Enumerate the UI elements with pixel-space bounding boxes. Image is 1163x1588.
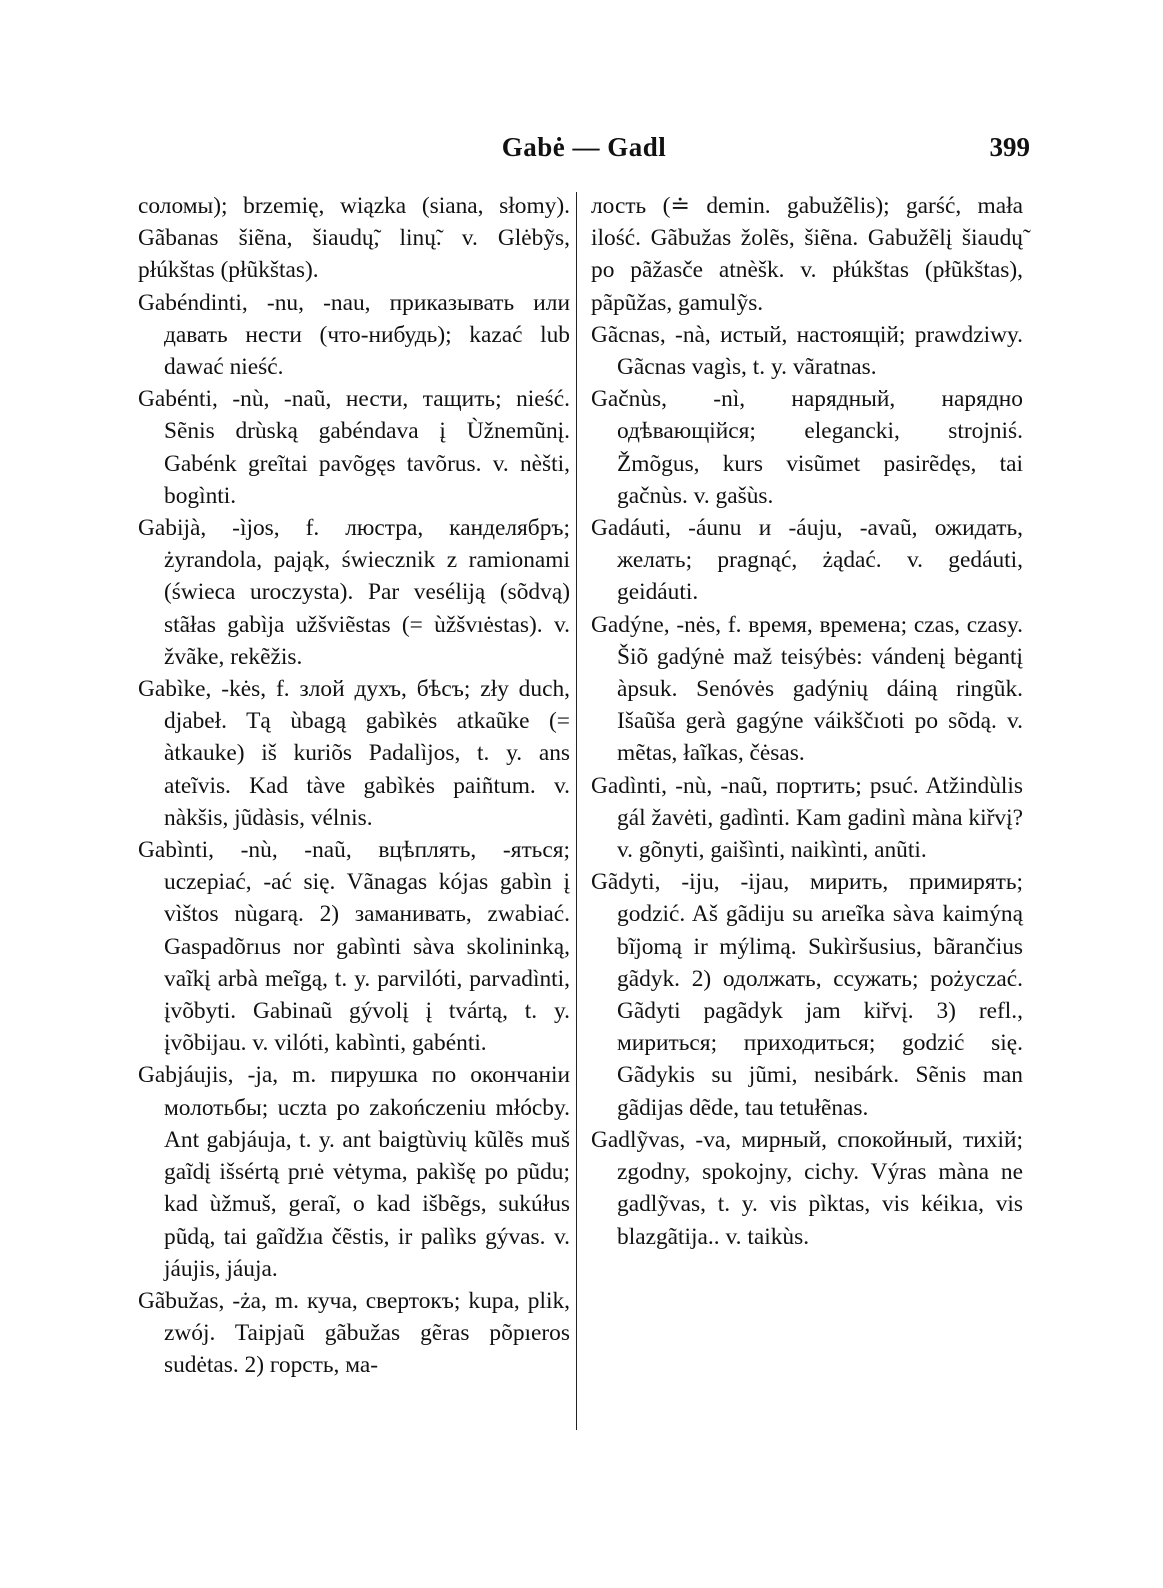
entry-gabendinti: Gabéndinti, -nu, -nau, приказывать или давать нести (что-нибудь); kazać lub dawać nieść. xyxy=(138,289,570,381)
left-column xyxy=(138,190,570,1382)
entry-gadauti: Gadáuti, -áunu и -áuju, -avaũ, ожидать, желать; pragnąć, żądać. v. gedáuti, geidáuti. xyxy=(591,515,1023,606)
entry-gadyti: Gãdyti, -iju, -ijau, мирить, примирять; godzić. Aš gãdiju su arıeĩka sàva kaimýną bĩjomą ir mýlimą. Sukìršusius, bãrančius gãdyk. 2) одолжать, ссужать; pożyczać. Gãdyti pagãdyk jam kiřvį. 3) refl., мириться; приходиться; godzić się. Gãdykis su jũmi, nesibárk. Sẽnis man gãdijas dẽde, tau tetułẽnas. xyxy=(591,869,1023,1121)
entry-continuation: лость (≐ demin. gabužẽlis); garść, mała ilość. Gãbužas žolẽs, šiẽna. Gabužẽlį šiaudų̃ po pãžasče atnèšk. v. płúkštas (płũkštas), pãpũžas, gamulỹs. xyxy=(591,193,1023,316)
entry-gabinti: Gabìnti, -nù, -naũ, вцѣплять, -яться; uczepiać, -ać się. Vãnagas kójas gabìn į vìštos nùgarą. 2) заманивать, zwabiać. Gaspadõrıus nor gabìnti sàva skolininką, vaĩkį arbà meĩgą, t. y. parvilóti, parvadìnti, įvõbyti. Gabinaũ gývolį į tvártą, t. y. įvõbijau. v. vilóti, kabìnti, gabénti. xyxy=(138,837,570,1057)
entry-gadlyvas: Gadlỹvas, -va, мирный, спокойный, тихій; zgodny, spokojny, cichy. Výras màna ne gadlỹvas, t. y. vis pìktas, vis kéikıa, vis blazgãtija.. v. taikùs. xyxy=(591,1126,1023,1250)
column-divider xyxy=(576,192,577,1430)
entry-gadyne: Gadýne, -nės, f. время, времена; czas, czasy. Šiõ gadýnė maž teisýbės: vándenį bėgantį àpsuk. Senóvės gadýnių dáiną ringũk. Išaũša gerà gagýne váikščıoti po sõdą. v. mẽtas, łaĩkas, čėsas. xyxy=(591,611,1023,767)
entry-gabjaujis: Gabjáujis, -ja, m. пирушка по окончаніи молотьбы; uczta po zakończeniu młócby. Ant gabjáuja, t. y. ant baigtùvių kũlẽs muš gaĩdį išsértą prıė vėtyma, pakìšę po pũdu; kad ùžmuš, geraĩ, o kad išbẽgs, sukúłus pũdą, tai gaĩdžıa čẽstis, ir palìks gývas. v. jáujis, jáuja. xyxy=(138,1062,570,1282)
page-number: 399 xyxy=(989,132,1030,162)
entry-gacnas: Gãcnas, -nà, истый, настоящій; prawdziwy. Gãcnas vagìs, t. y. vãratnas. xyxy=(591,321,1023,381)
right-column xyxy=(591,190,1023,1253)
entry-gadinti: Gadìnti, -nù, -naũ, портить; psuć. Atžindùlis gál žavėti, gadìnti. Kam gadinì màna kiřvį? v. gõnyti, gaišìnti, naikìnti, anũti. xyxy=(591,772,1023,864)
entry-gacnus: Gačnùs, -nì, нарядный, нарядно одѣвающійся; elegancki, strojniś. Žmõgus, kurs visũmet pasirẽdęs, tai gačnùs. v. gašùs. xyxy=(591,386,1023,509)
entry-gabenti: Gabénti, -nù, -naũ, нести, тащить; nieść. Sẽnis drùską gabéndava į Ùžnemũnį. Gabénk greĩtai pavõgęs tavõrus. v. nèšti, bogìnti. xyxy=(138,386,570,509)
running-head: Gabė — Gadl xyxy=(501,132,667,162)
page-header xyxy=(138,132,1030,172)
entry-gabija: Gabijà, -ìjos, f. люстра, канделябръ; żyrandola, pająk, świecznik z ramionami (świeca uroczysta). Par veséliją (sõdvą) stãłas gabìja užšviẽstas (= ùžšvıėstas). v. žvãke, rekẽžis. xyxy=(138,515,570,670)
entry-continuation: соломы); brzemię, wiązka (siana, słomy). Gãbanas šiẽna, šiaudų̃, linų̃. v. Glėbỹs, płúkštas (płũkštas). xyxy=(138,193,570,284)
entry-gabuzas: Gãbužas, -ża, m. куча, свертокъ; kupa, plik, zwój. Taipjaũ gãbužas gẽras põpıeros sudėtas. 2) горсть, ма- xyxy=(138,1287,570,1379)
entry-gabike: Gabìke, -kės, f. злой духъ, бѣсъ; zły duch, djabeł. Tą ùbagą gabìkės atkaũke (= àtkauke) iš kuriõs Padalìjos, t. y. ans ateĩvis. Kad tàve gabìkės paiñtum. v. nàkšis, jũdàsis, vélnis. xyxy=(138,676,570,831)
